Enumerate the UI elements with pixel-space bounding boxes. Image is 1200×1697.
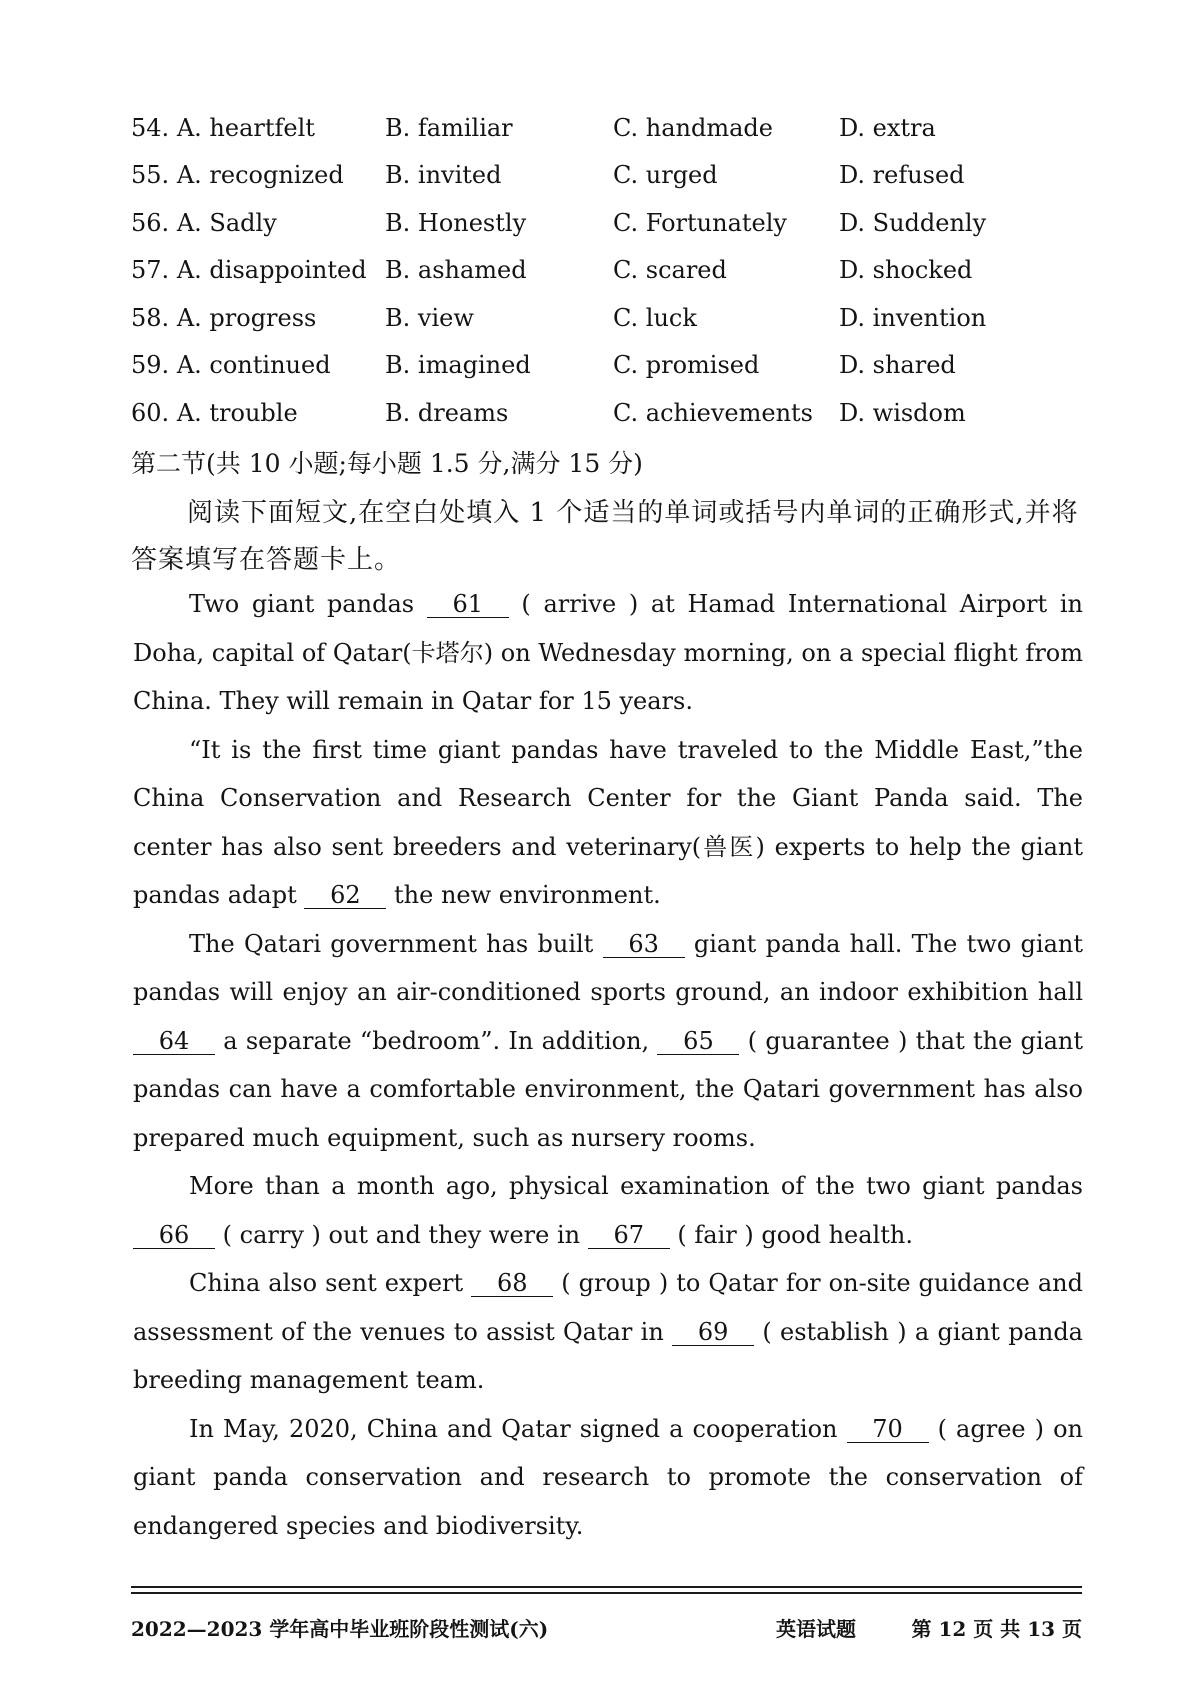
option-a: 59. A. continued [131,351,331,380]
option-row-59 [131,342,991,390]
paragraph-5: China also sent expert 68 ( group ) to Qatar for on-site guidance and assessment of the venues to assist Qatar in 69 ( establish ) a giant panda breeding management team. [133,1269,1083,1394]
option-d: D. extra [839,113,936,142]
option-a: 54. A. heartfelt [131,113,315,142]
option-a: 58. A. progress [131,303,317,332]
footer-rule-top [131,1586,1082,1588]
blank-68: 68 [471,1270,553,1297]
option-c: C. Fortunately [613,208,787,237]
paragraph-1: Two giant pandas 61 ( arrive ) at Hamad International Airport in Doha, capital of Qatar(卡塔尔) on Wednesday morning, on a special flight from China. They will remain in Qatar for 15 years. [133,590,1083,715]
option-row-58 [131,294,991,342]
option-b: B. view [385,303,474,332]
option-row-55 [131,152,991,200]
paragraph-4: More than a month ago, physical examination of the two giant pandas 66 ( carry ) out and they were in 67 ( fair ) good health. [133,1162,1083,1259]
blank-70: 70 [847,1416,929,1443]
option-c: C. promised [613,351,760,380]
option-a: 55. A. recognized [131,161,344,190]
footer-page-number: 第 12 页 共 13 页 [911,1617,1082,1641]
option-d: D. wisdom [839,398,966,427]
option-c: C. achievements [613,398,813,427]
footer-exam-title: 2022—2023 学年高中毕业班阶段性测试(六) [131,1617,549,1641]
blank-67: 67 [588,1222,670,1249]
option-d: D. invention [839,303,987,332]
paragraph-3: The Qatari government has built 63 giant panda hall. The two giant pandas will enjoy an air-conditioned sports ground, an indoor exhibition hall 64 a separate “bedroom”. In addition, 65 ( guarantee ) that the giant pandas can have a comfortable environment, the Qatari government has also prepared much equipment, such as nursery rooms. [133,929,1083,1152]
blank-61: 61 [427,591,509,618]
paragraph-2: “It is the first time giant pandas have traveled to the Middle East,”the China Conservation and Research Center for the Giant Panda said. The center has also sent breeders and veterinary(兽医) experts to help the giant pandas adapt 62 the new environment. [133,735,1083,909]
section-title: 第二节(共 10 小题;每小题 1.5 分,满分 15 分) [131,449,643,478]
option-b: B. Honestly [385,208,527,237]
option-b: B. dreams [385,398,509,427]
option-a: 56. A. Sadly [131,208,277,237]
options-table [131,104,991,437]
page-footer [131,1613,1082,1643]
option-row-56 [131,199,991,247]
footer-subject: 英语试题 [776,1617,856,1641]
option-c: C. luck [613,303,697,332]
option-row-57 [131,247,991,295]
option-b: B. ashamed [385,256,527,285]
option-b: B. invited [385,161,502,190]
blank-63: 63 [603,931,685,958]
section-instructions: 阅读下面短文,在空白处填入 1 个适当的单词或括号内单词的正确形式,并将答案填写在答题卡上。 [131,498,1079,575]
option-row-54 [131,104,991,152]
option-b: B. familiar [385,113,513,142]
blank-66: 66 [133,1222,215,1249]
footer-rule-bottom [131,1592,1082,1594]
option-d: D. Suddenly [839,208,987,237]
option-d: D. refused [839,161,965,190]
blank-65: 65 [657,1028,739,1055]
option-b: B. imagined [385,351,531,380]
option-c: C. scared [613,256,727,285]
blank-69: 69 [672,1319,754,1346]
blank-64: 64 [133,1028,215,1055]
blank-62: 62 [304,882,386,909]
option-c: C. handmade [613,113,773,142]
option-a: 60. A. trouble [131,398,298,427]
option-a: 57. A. disappointed [131,256,367,285]
paragraph-6: In May, 2020, China and Qatar signed a cooperation 70 ( agree ) on giant panda conservation and research to promote the conservation of endangered species and biodiversity. [133,1414,1084,1540]
option-d: D. shared [839,351,956,380]
option-row-60 [131,389,991,437]
passage [133,580,1083,1550]
option-d: D. shocked [839,256,973,285]
option-c: C. urged [613,161,718,190]
